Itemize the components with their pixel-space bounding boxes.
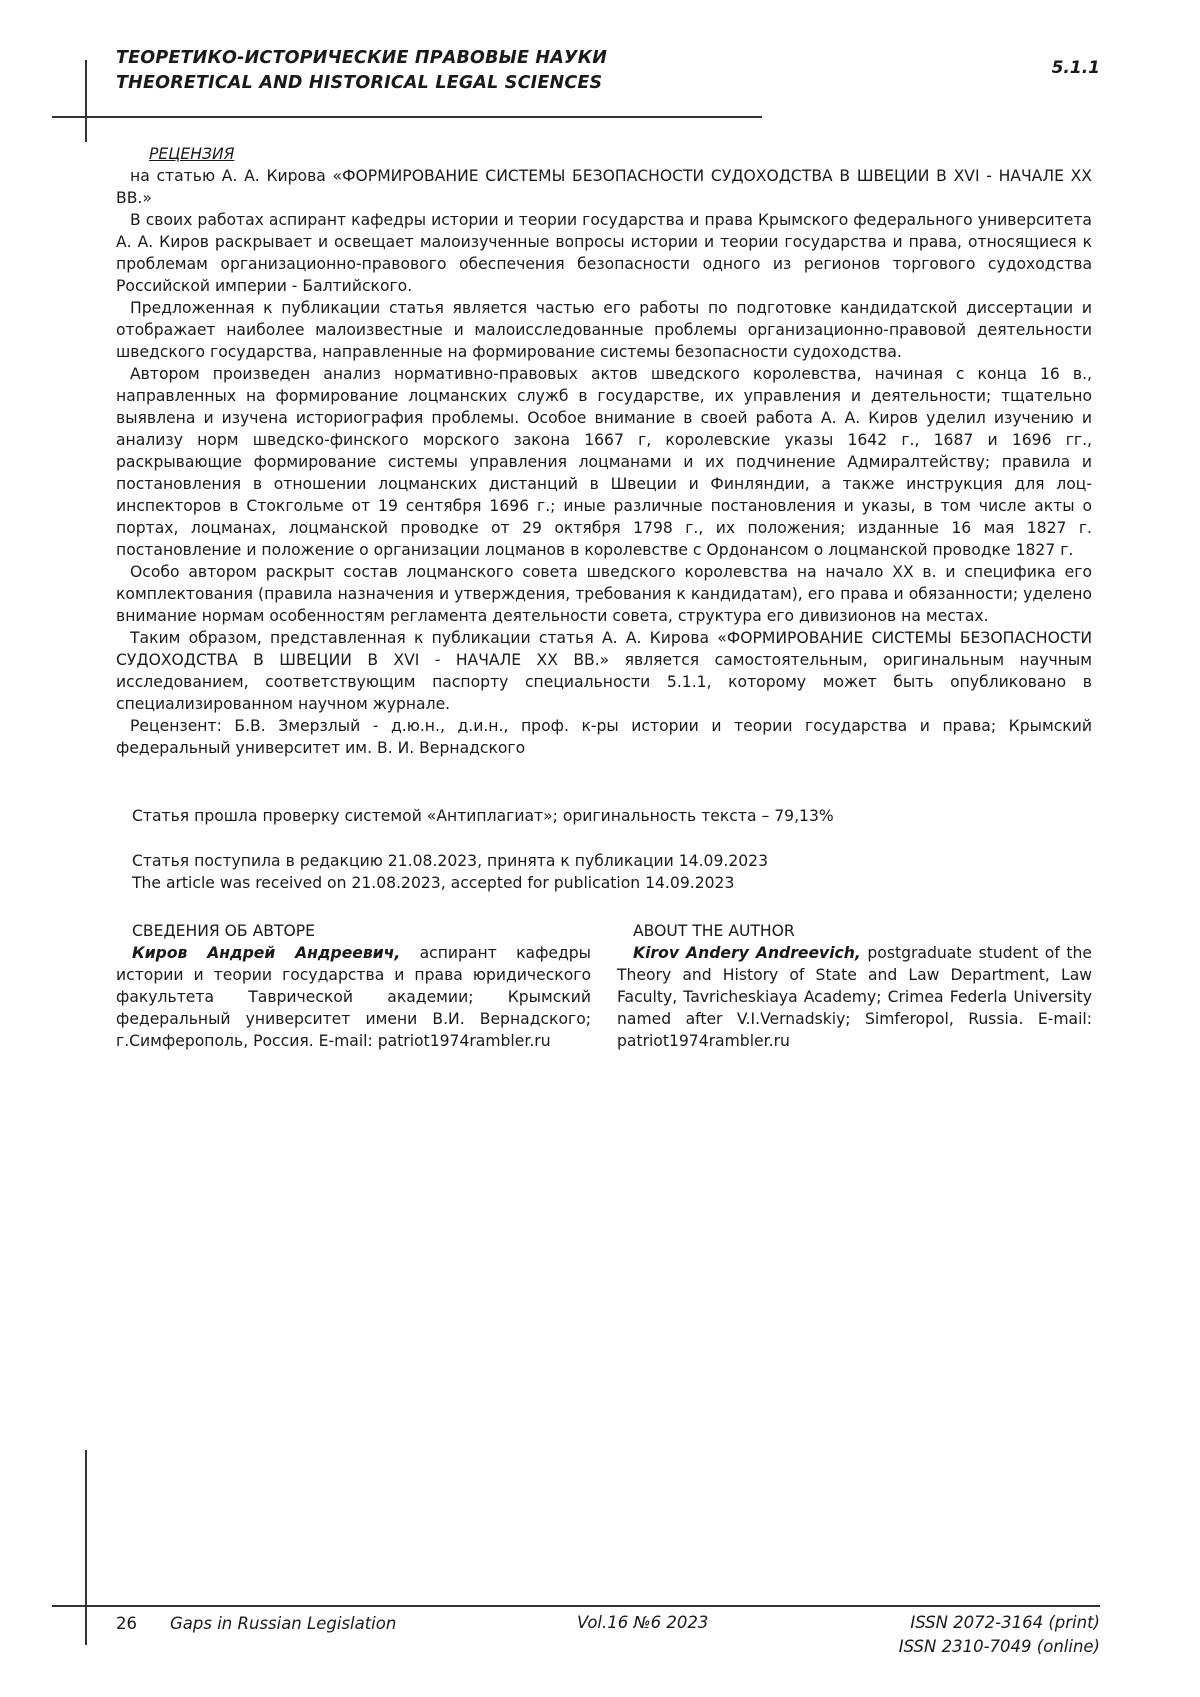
author-heading-en: ABOUT THE AUTHOR — [633, 922, 795, 940]
issn-online: ISSN 2310-7049 (online) — [898, 1637, 1100, 1656]
author-info-ru — [116, 920, 591, 1052]
header-horizontal-rule — [52, 116, 762, 118]
author-heading-ru: СВЕДЕНИЯ ОБ АВТОРЕ — [132, 922, 316, 940]
review-paragraph: Автором произведен анализ нормативно-правовых актов шведского королевства, начиная с конца 16 в., направленных на формирование лоцманских служб в государстве, их управления и деятельности; тщательно выявлена и изучена историография проблемы. Особое внимание в своей работа А. А. Киров уделил изучению и анализу норм шведско-финского морского закона 1667 г, королевские указы 1642 г., 1687 и 1696 гг., раскрывающие формирование системы управления лоцманами и их подчинение Адмиралтейству; правила и постановления в отношении лоцманских дистанций в Швеции и Финляндии, а также инструкция для лоц-инспекторов в Стокгольме от 19 сентября 1696 г.; иные различные постановления и указы, в том числе акты о портах, лоцманах, лоцманской проводке от 29 октября 1798 г., их положения; изданные 16 мая 1827 г. постановление и положение о организации лоцманов в королевстве с Ордонансом о лоцманской проводке 1827 г. — [116, 365, 1092, 559]
reviewer-line: Рецензент: Б.В. Змерзлый - д.ю.н., д.и.н., проф. к-ры истории и теории государства и права; Крымский федеральный университет им. В. И. Вернадского — [116, 717, 1092, 757]
review-paragraph: В своих работах аспирант кафедры истории и теории государства и права Крымского федерального университета А. А. Киров раскрывает и освещает малоизученные вопросы истории и теории государства и права, относящиеся к проблемам организационно-правового обеспечения безопасности одного из регионов торгового судоходства Российской империи - Балтийского. — [116, 211, 1092, 295]
received-note-ru: Статья поступила в редакцию 21.08.2023, принята к публикации 14.09.2023 — [132, 852, 769, 870]
specialty-code: 5.1.1 — [1051, 58, 1100, 78]
author-name-ru: Киров Андрей Андреевич, — [132, 944, 401, 962]
review-paragraph: Особо автором раскрыт состав лоцманского совета шведского королевства на начало XX в. и специфика его комплектования (правила назначения и утверждения, требования к кандидатам), его права и обязанности; уделено внимание нормам особенностям регламента деятельности совета, структура его дивизионов на местах. — [116, 563, 1092, 625]
footer-horizontal-rule — [52, 1605, 1100, 1607]
section-title-en: THEORETICAL AND HISTORICAL LEGAL SCIENCES — [116, 73, 603, 93]
header-vertical-rule — [85, 60, 87, 142]
page-number: 26 — [116, 1614, 137, 1633]
volume-issue: Vol.16 №6 2023 — [577, 1613, 709, 1632]
review-body — [116, 143, 1092, 759]
issn-print: ISSN 2072-3164 (print) — [910, 1613, 1100, 1632]
author-details-en: postgraduate student of the Theory and History of State and Law Department, Law Faculty, Tavricheskiaya Academy; Crimea Federla University named after V.I.Vernadskiy; Simferopol, Russia. E-mail: patriot1974rambler.ru — [617, 944, 1092, 1050]
journal-name: Gaps in Russian Legislation — [170, 1614, 397, 1633]
author-details-ru: аспирант кафедры истории и теории государства и права юридического факультета Таврической академии; Крымский федеральный университет имени В.И. Вернадского; г.Симферополь, Россия. E-mail: patriot1974rambler.ru — [116, 944, 591, 1050]
footer-vertical-rule — [85, 1450, 87, 1645]
review-paragraph: Таким образом, представленная к публикации статья А. А. Кирова «ФОРМИРОВАНИЕ СИСТЕМЫ БЕЗОПАСНОСТИ СУДОХОДСТВА В ШВЕЦИИ В XVI - НАЧАЛЕ XX ВВ.» является самостоятельным, оригинальным научным исследованием, соответствующим паспорту специальности 5.1.1, которому может быть опубликовано в специализированном научном журнале. — [116, 629, 1092, 713]
review-title: РЕЦЕНЗИЯ — [149, 145, 235, 163]
antiplagiat-note: Статья прошла проверку системой «Антиплагиат»; оригинальность текста – 79,13% — [132, 807, 834, 825]
author-name-en: Kirov Andery Andreevich, — [633, 944, 861, 962]
received-note-en: The article was received on 21.08.2023, accepted for publication 14.09.2023 — [132, 874, 735, 892]
review-paragraph: на статью А. А. Кирова «ФОРМИРОВАНИЕ СИСТЕМЫ БЕЗОПАСНОСТИ СУДОХОДСТВА В ШВЕЦИИ В XVI - НАЧАЛЕ XX ВВ.» — [116, 167, 1092, 207]
section-title-ru: ТЕОРЕТИКО-ИСТОРИЧЕСКИЕ ПРАВОВЫЕ НАУКИ — [116, 48, 608, 68]
review-paragraph: Предложенная к публикации статья является частью его работы по подготовке кандидатской диссертации и отображает наиболее малоизвестные и малоисследованные проблемы организационно-правовой деятельности шведского государства, направленные на формирование системы безопасности судоходства. — [116, 299, 1092, 361]
author-info-en — [617, 920, 1092, 1052]
